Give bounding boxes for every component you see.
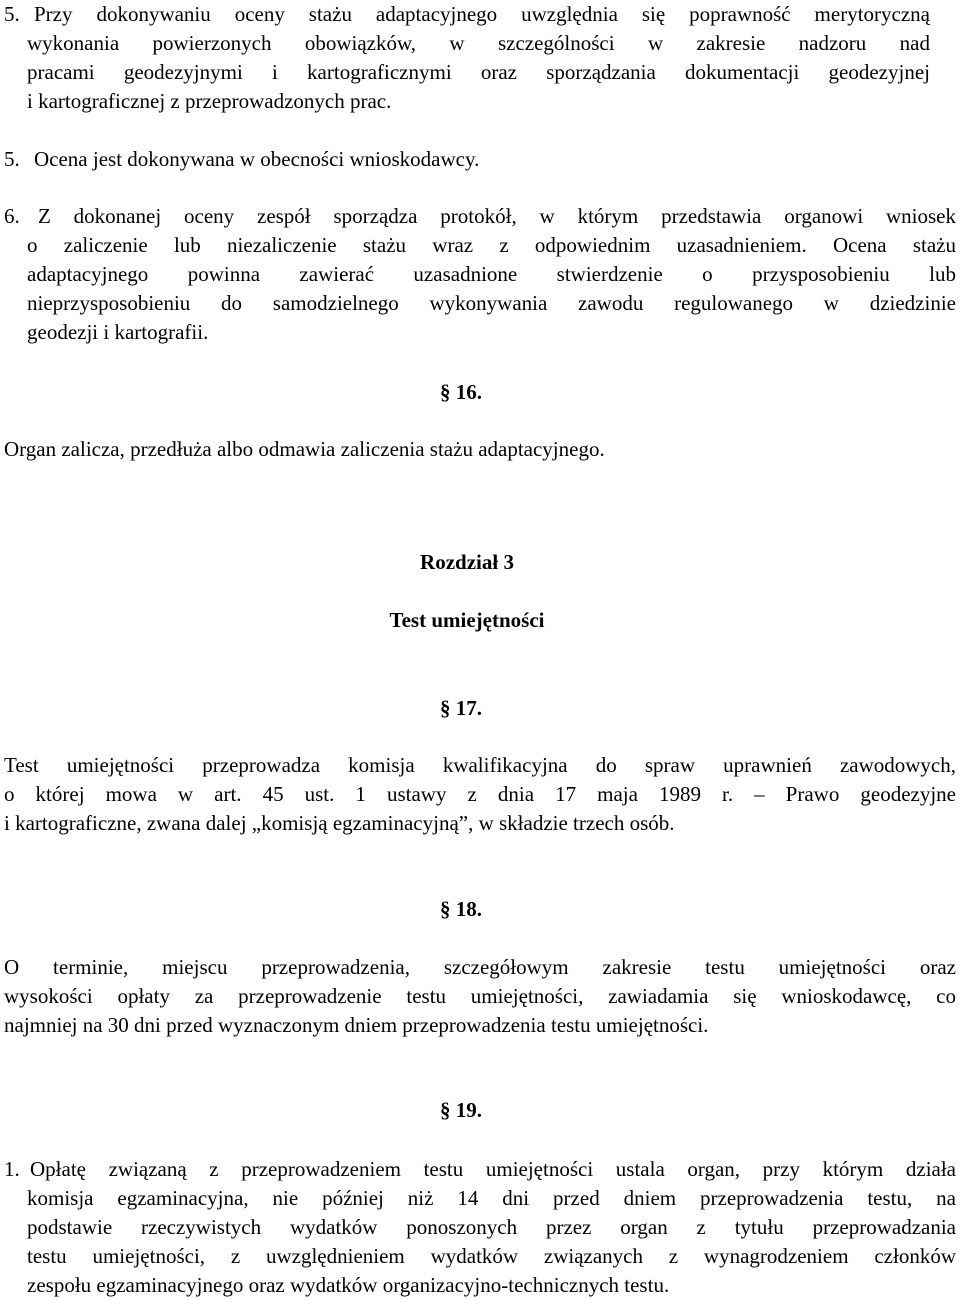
item-number: 5. (4, 147, 20, 171)
text-line: komisja egzaminacyjna, nie później niż 14 dni przed dniem przeprowadzenia testu, na (27, 1186, 956, 1210)
text-line: podstawie rzeczywistych wydatków ponoszonych przez organ z tytułu przeprowadzania (27, 1215, 956, 1239)
text-line: i kartograficznej z przeprowadzonych prac. (27, 89, 392, 113)
section-marker: § 18. (440, 897, 482, 921)
text-line: Przy dokonywaniu oceny stażu adaptacyjnego uwzględnia się poprawność merytoryczną (34, 2, 930, 26)
item-number: 6. (4, 204, 20, 228)
chapter-subtitle: Test umiejętności (389, 608, 545, 632)
text-line: nieprzysposobieniu do samodzielnego wykonywania zawodu regulowanego w dziedzinie (27, 291, 956, 315)
item-number: 5. (4, 2, 20, 26)
text-line: pracami geodezyjnymi i kartograficznymi oraz sporządzania dokumentacji geodezyjnej (27, 60, 930, 84)
section-marker: § 17. (440, 696, 482, 720)
section-marker: § 19. (440, 1098, 482, 1122)
text-line: Test umiejętności przeprowadza komisja kwalifikacyjna do spraw uprawnień zawodowych, (4, 753, 956, 777)
item-number: 1. (4, 1157, 20, 1181)
text-line: testu umiejętności, z uwzględnieniem wydatków związanych z wynagrodzeniem członków (27, 1244, 956, 1268)
text-line: Opłatę związaną z przeprowadzeniem testu umiejętności ustala organ, przy którym działa (30, 1157, 956, 1181)
text-line: Organ zalicza, przedłuża albo odmawia zaliczenia stażu adaptacyjnego. (4, 437, 605, 461)
text-line: Ocena jest dokonywana w obecności wnioskodawcy. (34, 147, 480, 171)
chapter-title: Rozdział 3 (420, 550, 514, 574)
text-line: o zaliczenie lub niezaliczenie stażu wraz z odpowiednim uzasadnieniem. Ocena stażu (27, 233, 956, 257)
text-line: i kartograficzne, zwana dalej „komisją egzaminacyjną”, w składzie trzech osób. (4, 811, 675, 835)
text-line: o której mowa w art. 45 ust. 1 ustawy z dnia 17 maja 1989 r. – Prawo geodezyjne (4, 782, 956, 806)
text-line: O terminie, miejscu przeprowadzenia, szczegółowym zakresie testu umiejętności oraz (4, 955, 956, 979)
text-line: wysokości opłaty za przeprowadzenie testu umiejętności, zawiadamia się wnioskodawcę, co (4, 984, 956, 1008)
text-line: najmniej na 30 dni przed wyznaczonym dniem przeprowadzenia testu umiejętności. (4, 1013, 709, 1037)
text-line: wykonania powierzonych obowiązków, w szczególności w zakresie nadzoru nad (27, 31, 930, 55)
section-marker: § 16. (440, 380, 482, 404)
text-line: adaptacyjnego powinna zawierać uzasadnione stwierdzenie o przysposobieniu lub (27, 262, 956, 286)
text-line: zespołu egzaminacyjnego oraz wydatków organizacyjno-technicznych testu. (27, 1273, 670, 1297)
text-line: geodezji i kartografii. (27, 320, 209, 344)
text-line: Z dokonanej oceny zespół sporządza protokół, w którym przedstawia organowi wniosek (38, 204, 956, 228)
